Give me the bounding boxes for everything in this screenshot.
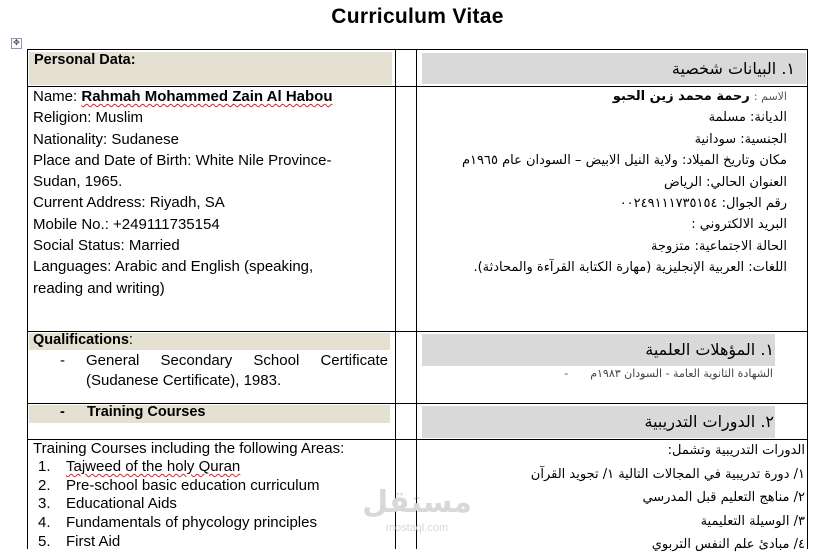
personal-heading-en: Personal Data: (34, 52, 136, 68)
list-item: 1. Tajweed of the holy Quran (38, 458, 241, 475)
personal-details-ar (462, 86, 787, 279)
nationality-line: Nationality: Sudanese (33, 130, 179, 148)
table-move-handle-icon[interactable]: ✥ (11, 38, 22, 49)
ar-languages-line: اللغات: العربية الإنجليزية (مهارة الكتابة القرآءة والمحادثة). (473, 260, 787, 276)
training-heading-shade-en (29, 405, 390, 423)
table-column-divider-1 (395, 49, 396, 549)
personal-heading-ar: ١. البيانات شخصية (671, 59, 795, 78)
name-value: Rahmah Mohammed Zain Al Habou (81, 88, 333, 105)
list-item: 4. Fundamentals of phycology principles (38, 514, 317, 532)
document-title: Curriculum Vitae (331, 5, 504, 28)
table-border-left (27, 49, 28, 549)
address-line: Current Address: Riyadh, SA (33, 194, 225, 212)
mobile-line: Mobile No.: +249111735154 (33, 215, 220, 233)
ar-religion-line: الديانة: مسلمة (708, 110, 787, 126)
table-column-divider-2 (416, 49, 417, 549)
list-item: 3. Educational Aids (38, 495, 177, 513)
birth-line-1: Place and Date of Birth: White Nile Province- (33, 151, 332, 169)
watermark-url: mostaql.com (385, 522, 449, 534)
qualifications-heading-en: Qualifications: (33, 332, 133, 348)
personal-details-en (33, 86, 333, 299)
ar-birth-line: مكان وتاريخ الميلاد: ولاية النيل الابيض – السودان عام ١٩٦٥م (461, 153, 787, 169)
training-heading-en: Training Courses (87, 404, 206, 420)
list-item: ٤/ مبادئ علم النفس التربوي (651, 537, 805, 552)
qualification-item-line-1: General Secondary School Certificate (86, 352, 388, 369)
table-border-top (27, 49, 808, 50)
qualifications-bullet: - (60, 352, 65, 369)
training-intro-ar: الدورات التدريبية وتشمل: (667, 443, 805, 458)
training-list-en (38, 458, 319, 552)
languages-line-2: reading and writing) (33, 279, 165, 297)
qualification-item-line-2: (Sudanese Certificate), 1983. (86, 372, 282, 389)
table-border-right (807, 49, 808, 549)
list-item: ١/ دورة تدريبية في المجالات التالية ١/ تجويد القرآن (530, 466, 805, 482)
birth-line-2: Sudan, 1965. (33, 173, 123, 191)
ar-nationality-line: الجنسية: سودانية (694, 131, 787, 147)
list-item: 2. Pre-school basic education curriculum (38, 476, 320, 494)
list-item: ٢/ مناهج التعليم قبل المدرسي (642, 490, 805, 505)
ar-name-line (462, 86, 787, 107)
languages-line-1: Languages: Arabic and English (speaking, (33, 258, 314, 276)
qualifications-heading-ar: ١. المؤهلات العلمية (645, 340, 774, 359)
list-item: 5. First Aid (38, 532, 121, 550)
social-line: Social Status: Married (33, 237, 180, 255)
ar-name-label: الاسم : (753, 90, 787, 103)
ar-mobile-line: رقم الجوال: ٠٠٢٤٩١١١٧٣٥١٥٤ (619, 196, 787, 212)
training-list-ar (531, 439, 805, 557)
training-intro-en: Training Courses including the following Areas: (33, 440, 345, 457)
training-bullet: - (60, 404, 65, 420)
table-row-line-2 (27, 331, 808, 332)
list-item: ٣/ الوسيلة التعليمية (700, 513, 805, 529)
training-heading-ar: ٢. الدورات التدريبية (644, 412, 774, 431)
ar-email-line: البريد الالكتروني : (691, 217, 787, 233)
name-label: Name: (33, 88, 78, 105)
mostaql-watermark (362, 484, 472, 546)
ar-social-line: الحالة الاجتماعية: متزوجة (651, 238, 787, 254)
ar-name-value: رحمة محمد زين الحبو (612, 89, 750, 104)
name-line (33, 86, 333, 107)
religion-line: Religion: Muslim (33, 109, 144, 127)
watermark-arabic: مستقل (362, 485, 472, 520)
ar-address-line: العنوان الحالي: الرياض (663, 174, 787, 190)
qualification-item-ar: الشهادة الثانوية العامة - السودان ١٩٨٣م- (564, 367, 773, 380)
